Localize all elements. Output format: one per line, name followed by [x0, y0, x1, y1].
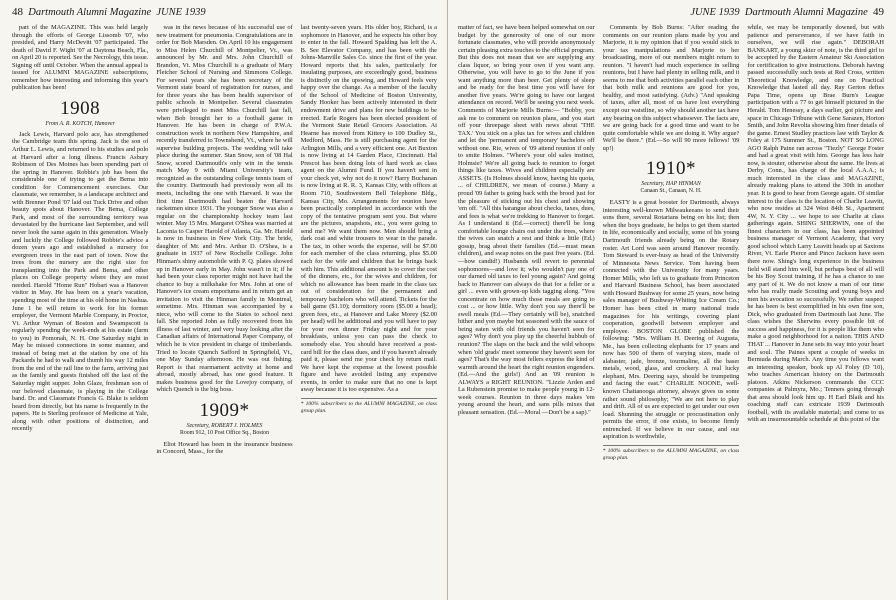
class-address-1910: Canaan St., Canaan, N. H. — [640, 188, 702, 195]
left-column-2 — [156, 24, 292, 598]
right-page — [448, 0, 896, 600]
footnote-left: * 100% subscribers to the ALUMNI MAGAZINE, on class group plan. — [301, 398, 437, 415]
footnote-right: * 100% subscribers to the ALUMNI MAGAZINE, on class group plan. — [603, 445, 740, 462]
issue-date-right: JUNE 1939 — [690, 7, 740, 18]
column-text: last twenty-seven years. His older boy, Richard, is a sophomore in Hanover, and he expects his other boy to enter in the fall. Howard Spalding has left the A. B. See Elevator Company, and has been with the Johns-Manville Sales Co. since the first of the year. Howard reports that his sales, particularly for insulating purposes, are exceedingly good, business is distinctly on the upswing, and Howard feels very happy over the change. As a member of the faculty of the School of Medicine of Boston University, Sandy Hooker has been actively interested in their endowment drive and plans for new buildings to be erected. Earle Rogers has been elected president of the Vermont State Retail Grocers Association. At Hearne has moved from Kittery to 100 Dudley St., Medford, Mass. He is still purchasing agent for the Arlington Mills, and a very efficient one. Art Buxton is now living at 14 Garden Place, Cincinnati. Hal Prescot has been doing lots of hard work as class agent on the Alumni Fund. If you haven't sent in your check yet, why not do it now? Harry Buchanan is now living at R. R. 3, Kansas City, with offices at Room 710, Southwestern Bell Telephone Bldg., Kansas City, Mo. Arrangements for reunion have been practically completed in accordance with the copy of the tentative program sent you. But where are the pictures, snapshots, etc., you were going to send me? We want them now. Men should bring a dark coat and white trousers to wear in the parade. The tax, in other words the expense, will be $7.00 for each member of the class returning, plus $5.00 each for the wife and children that he brings back with him. This additional amount is to cover the cost of the dinners, etc., for the wives and children, for which no allowance has been made in the class tax out of consideration for the permanent and temporary bachelors who will attend. Tickets for the ball game ($1.10); dormitory room ($5.00 a head); green fees, etc., at Hanover and Lake Morey ($2.00 per head) will be additional and you will have to pay for your own dinner Friday night and for your breakfasts, unless you can pass the check to somebody else. You should have received a post-card bill for the class dues, and if you haven't already paid it, please send me your check by return mail. We have kept the expense at the lowest possible figure and have avoided listing any expensive events, in order to make sure that no one is kept away because it is too expensive. As a — [300, 24, 437, 394]
left-columns — [12, 24, 437, 598]
column-text: Jack Lewis, Harvard polo ace, has strengthened the Cambridge team this spring. Jack is the son of Arthur L. Lewis, and returned to his studies and polo at Harvard after a long illness. Francis Asbury Robinson of Des Moines has been spending part of the spring in Hanover. Robbie's job has been the considerable one of trying to get the Bema into condition for Commencement exercises. Our classmate, we remember, is a landscape architect and with Brenner Pond '07 laid out Tuck Drive and other beauty spots about Hanover. The Bema, College Park, and most of the surrounding territory was devastated by the hurricane last September, and will never look the same again in this generation. Wisely and luckily the College followed Robbie's advice a dozen years ago and established a nursery for evergreen trees in the east part of town. Now the trees from the nursery are the right size for transplanting into the Park and Bema, and other places on College property where they are most needed. Harold "Home Run" Hobart was a Hanover visitor in May. He has been on a year's vacation, spending most of the time at his old home in Nashua. June 1 he will return to work for his former employer, the Vermont Marble Company, in Proctor, Vt. Arthur Wyman of Boston and Swampscott is regularly spending the week-ends at his estate (farm to you) in Pomonah, N. H. One Saturday night in May he missed connections in some manner, and instead of being met at the station by one of his Packards he had to walk and thumb his way 12 miles from the end of the rail line to the farm, arriving just as the family and guests finished off the last of the Saturday night supper. John Glaze, freshman son of our beloved classmate, is playing in the College band. Dr. and Classmate Francis G. Blake is seldom heard from directly, but his name is frequently in the papers. He is Sterling professor of Medicine at Yale, along with other positions of distinction, and recently — [12, 130, 149, 433]
page-number-left: 48 — [12, 6, 23, 18]
right-column-2 — [603, 24, 740, 598]
left-column-3 — [301, 24, 437, 598]
page-number-right: 49 — [873, 6, 884, 18]
right-columns — [458, 24, 884, 598]
running-title-left: Dartmouth Alumni Magazine — [28, 7, 152, 18]
class-secretary-1909: Secretary, ROBERT J. HOLMES — [186, 422, 263, 429]
column-text: while, we may be temporarily downed, but with patience and perseverance, if we have faith in ourselves, we will rise again." DEBORAH BANKART, a young skier of note, is the third girl to be accepted by the Eastern Amateur Ski Association for certification to give instructions. Deborah having passed successfully such tests at Red Cross, written Theoretical Knowledge, and one on Practical Knowledge that lasted all day. Ray Gerton defies Papa Time, opens up Brae Burn's League participation with a 77 to get himself pictured in the Herald. Tom Henessy, a days earlier, got picture and space in Chicago Tribune with Gene Sarazen, Horton Smith, and John Revolta showing him finer details of the game. Ernest Studley practices law with Taylor & Foley at 175 Summer St., Boston. NOT SO LONG AGO Ralph Paine ran across "Tiezly" George Foster and had a great visit with him. George has less hair now, is stouter, otherwise about the same. He lives at Derby, Conn., has charge of the local A.A.A.; is much interested in the class and MAGAZINE, already making plans to attend the 30th in another year. It is good to hear from George again. Of similar interest to the class is the location of Charlie Leavitt, who now resides at 324 West 84th St., Apartment 4W, N. Y. City ... we hope to see Charlie at class gatherings again. SHING SHERWIN, one of the finest characters in our class, has been appointed business manager of Vermont Academy, that very good school which Larry Leavitt heads up at Saxtons River, Vt. Earle Pierce and Pinco Jackson have seen there now. Shing's long experience in the business field will stand him well, but perhaps best of all will be his Boy Scout training, if he has a chance to use any part of it. We do not know a man of our time who has really made Scouting and young boys and men his avocation so successfully. We rather suspect he has been is best exemplified in his own fine son, Dick, who graduated from Dartmouth last June. The class wishes the Sherwins every possible bit of success and happiness, for it is people like them who make a good neighborhood for a nation. THIS AND THAT ... Hanover in June sets its way into your heart and soul. The Paines spent a couple of weeks in Bermuda during March. Any time you fellows want an interesting speaker, book up Al Foley (D '10), who teaches American history on the Dartmouth platoon. Atkins Nickerson commands the CCC companies at Palmyra, Mo.; Tenners going through that area should look him up. H Earl Blaik and his coaching staff can extricate 1939 Dartmouth football, with its available material; and come to us with an insurmountable schedule at this point of the — [747, 24, 885, 424]
running-title-right: Dartmouth Alumni Magazine — [744, 7, 868, 18]
class-secretary-1908: From A. R. KOTCH, Hanover — [45, 120, 115, 127]
column-text: part of the MAGAZINE. This was held largely through the efforts of George Lissomb '07, who presided, and Harry McDevitt '07 participated. The death of David F. Wight '07 at Daytona Beach, Fla., on April 20 is reported. See the Necrology, this issue. Signing off until October. When the annual appeal is issued for ALUMNI MAGAZINE subscriptions, remember how interesting and informing this year's publication has been! — [12, 24, 149, 92]
class-address-1909: Room 912, 10 Post Office Sq., Boston — [180, 429, 269, 436]
left-column-1 — [12, 24, 148, 598]
running-head-right — [458, 6, 884, 18]
right-column-1 — [458, 24, 595, 598]
column-text: Comments by Bob Burns: "After reading the comments on our reunion plans made by you and Marjorie, it is my opinion that if you would stick to your tax manipulations and Marjorie to her broadcasting, more of our members might return to reunion. "I haven't had much experience in selling reunions, but I have had plenty in selling milk, and it seems to me that both activities parallel each other in that both milk and reunions are good for you, healthy, and most satisfying. (Adv.) "And speaking of taxes, after all, most of us have lost everything except our waistline, so why should another tax have any bearing on this subject whatsoever. The facts are, we are going back for a good time and want to be quite comfortable while we are doing it. Why argue? We'll be there." (Ed.—So will 90 more fellows! '09 up!) — [602, 24, 740, 152]
class-year-heading-1910: 1910* — [646, 158, 696, 180]
column-text: was in the news because of his successful use of new treatment for pneumonia. Congratulations are in order for Bob Marsden. On April 10 his engagement to Miss Helen Churchill of Montpelier, Vt., was announced by Mr. and Mrs. John Churchill of Brandon, Vt. Miss Churchill is a graduate of Mary Fletcher School of Nursing and Simmons College. For several years she has been secretary of the Vermont state board of registration for nurses, and for three years she has been health supervisor of public schools in Montpelier. Several classmates were privileged to meet Miss Churchill last fall, when Bob brought her to a football game in Hanover. He has been in charge of P.W.A. construction work in northern New Hampshire, and recently transferred to Townshend, Vt., where he will supervise building projects. The wedding will take place during the summer. Stan Snow, son of '08 Hal Snow, scored Dartmouth's only win in the tennis match May 9 with Miami University's team, recognized as the outstanding college tennis team of the country. Dartmouth had previously won all its meets, including the one with Harvard. It was the first time Dartmouth had beaten the Harvard racketmen since 1931. The younger Snow was also a regular on the championship hockey team last winter. May 15 Mrs. Margaret O'Shea was married at Laconia to Casper Harold of Atlanta, Ga. Mr. Harold is now in business in New York City. The bride, daughter of Mr. and Mrs. Arthur D. O'Shea, is a graduate in 1937 of New Rochelle College. John Hinman's shiny automobile with P. Q. plates showed up in Hanover early in May. John wasn't in it; if he had been your class reporter might not have had the chance to buy a milkshake for Mrs. John at one of Hanover's ice cream emporiums and in return get an invitation to visit the Hinman family in Montreal, sometime. Mrs. Hinman was accompanied by a niece, who will come to the States to school next fall. She reported John as fully recovered from his illness of last winter, and very busy looking after the Canadian affairs of International Paper Company, of which he is vice president in charge of timberlands. Tried to locate Quench Safford in Springfield, Vt., one May Sunday afternoon. He was out fishing. Report is that rearmament activity at home and abroad, mostly abroad, has one good feature. It makes business good for the Lovejoy company, of which Quench is the big boss. — [156, 24, 293, 394]
column-text: Eliot Howard has been in the insurance business in Concord, Mass., for the — [156, 440, 293, 456]
column-text: matter of fact, we have been helped somewhat on our budget by the generosity of one of our more fortunate classmates, who will provide anonymously certain pleasing extra touches to the official program. But this does not mean that we are supplying any class liquor, so bring your own if you want any. Otherwise, you will have to go to the June if you want anything more than beer. Get plenty of sleep and be ready for the best time you will have for another five years. We're going to have our largest attendance on record. We'll be seeing you next week. Comments of Marjorie Mills Burns:— "Bobby, you ask me to comment on reunion plans, and you start off your threepage sheet with news about 'THE TAX.' You stick on a plus tax for wives and children and let the 'permanent and temporary' bachelors off without one. Rie, wives of '09 attend reunion if only to smite Holmes. "Where's your old sales instinct, Holmsie? We're all going back to reunion to forget things like taxes. Wives and children especially are ASSETS. (Is Holmes should know, having his quota, ... of CHILDREN, we mean of course.) Many a proud '09 father is going back with the brood just for the pleasure of sticking out his chest and showing 'em off. "All this harangue about checks, taxes, dues, and fees is what we're trekking to Hanover to forget. As I understand it (Ed.—correct) there'll be long comfortable lounge chairs out under the trees, where the wives can snatch a rest and think a little (Ed.) gossip, brag about their families (Ed.—must mean children), and swap notes on the past five years. (Ed.—how candid!) Husbands will revert to perennial sophomores—and love it; who wouldn't pay one of our darned old taxes to feel young again? And going back to Hanover can always do that for a feller or a girl ... even with grown-up kids tagging along. "You concentrate on how much those meals are going to cost ... or how little. Why don't you say there'll be swell meals (Ed.—They certainly will be), snatched hither and yon maybe but seasoned with the sauce of being eaten with old friends you haven't seen for ages? Why don't you play up the cheerful hubbub of reunion? The slaps on the back and the wild whoops when 'old grads' meet someone they haven't seen for ages? That's the way most fellers express the kind of warmth around the heart the right reunion engenders. (Ed.—And the girls!) And an '09 reunion is ALWAYS a RIGHT REUNION. "Lizzie Arden and La Rubenstein promise to make people young in 12-week courses. Reunion in three days makes 'em young around the heart, and sans pills mixes that pleasant sensation. (Ed.—Moral —Don't be a sap)." — [458, 24, 595, 416]
class-year-heading-1908: 1908 — [60, 97, 101, 119]
right-column-3 — [747, 24, 884, 598]
class-year-heading-1909: 1909* — [199, 399, 250, 421]
issue-date-left: JUNE 1939 — [156, 7, 206, 18]
running-head-left — [12, 6, 437, 18]
column-text: EASTY is a great booster for Dartmouth, always interesting well-known Milwaukeeans to send their sons there, several Rotarians being on his list; then when the boys graduate, he helps to get them started in life, economically and socially, some of his young Dartmouth friends already being on the Rotary roster. Art Lord was seen around Hanover recently. Tom Steward is ever-busy as head of the University of Minnesota News Service. Tom having been connected with the University for many years. Homer Mills, who left us to graduate from Princeton and Harvard Business School, has been associated with Howard Bushway for some 25 years, now being sales manager of Bushway-Whiting Ice Cream Co.; Homer has been cited in many national trade magazines for his writings, covering plant cooperation, goodwill between employer and employee. BOSTON GLOBE published the following: "Mrs. William H. Deering of Augusta, Me., has been collecting elephants for 17 years and now has 500 of them of varying sizes, made of alabaster, jade, bronze, tourmaline, all the baser metals, wood, glass, and crockery. A real lucky elephant, Mrs. Deering says, should be trumpeting and facing the east." CHARLIE NOONE, well-known Chattanooga attorney, always gives us some rather sound philosophy; "We are not here to play and drift. All of us are expected to get under our own load. Shunning the struggle or procrastination only permits the error, if one exists, to become firmly entrenched. If we believe in our cause, and our aspiration is worthwhile, — [602, 199, 740, 441]
class-secretary-1910: Secretary, HAP HINMAN — [641, 181, 701, 188]
